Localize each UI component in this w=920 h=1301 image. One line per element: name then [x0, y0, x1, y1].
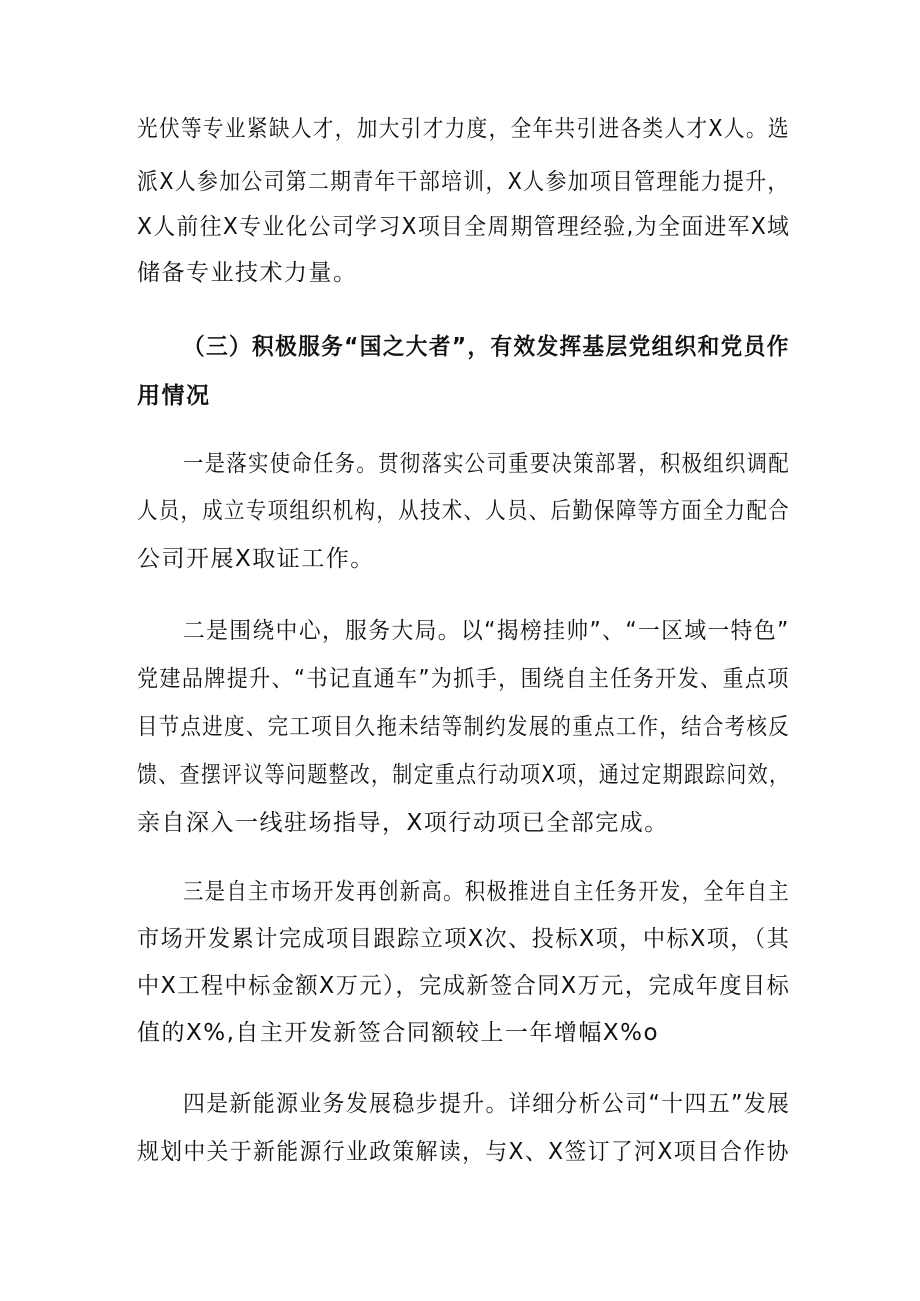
- text-line: 三是自主市场开发再创新高。积极推进自主任务开发，全年自主: [183, 879, 790, 905]
- text-line: 四是新能源业务发展稳步提升。详细分析公司“十四五”发展: [183, 1091, 791, 1117]
- text-line: 光伏等专业紧缺人才，加大引才力度，全年共引进各类人才X人。选: [137, 116, 790, 142]
- heading-line: （三）积极服务“国之大者”，有效发挥基层党组织和党员作: [183, 334, 790, 360]
- text-line: 馈、查摆评议等问题整改，制定重点行动项X项，通过定期跟踪问效，: [137, 762, 791, 788]
- text-line: 市场开发累计完成项目跟踪立项X次、投标X项，中标X项，（其: [137, 926, 791, 952]
- text-line: 一是落实使命任务。贯彻落实公司重要决策部署，积极组织调配: [183, 451, 790, 477]
- text-line: 中X工程中标金额X万元），完成新签合同X万元，完成年度目标: [137, 973, 791, 999]
- text-line: 目节点进度、完工项目久拖未结等制约发展的重点工作，结合考核反: [137, 714, 790, 740]
- text-line: 公司开展X取证工作。: [137, 546, 375, 572]
- text-line: 储备专业技术力量。: [137, 260, 358, 286]
- text-line: 规划中关于新能源行业政策解读，与X、X签订了河X项目合作协: [137, 1139, 790, 1165]
- text-line: 值的X%,自主开发新签合同额较上一年增幅X%o: [137, 1020, 660, 1046]
- text-line: 二是围绕中心，服务大局。以“揭榜挂帅”、“一区域一特色”: [183, 618, 790, 644]
- text-line: 派X人参加公司第二期青年干部培训，X人参加项目管理能力提升，: [137, 169, 790, 195]
- heading-line: 用情况: [137, 383, 211, 409]
- text-line: 亲自深入一线驻场指导，X项行动项已全部完成。: [137, 810, 669, 836]
- text-line: 人员，成立专项组织机构，从技术、人员、后勤保障等方面全力配合: [137, 498, 790, 524]
- text-line: 党建品牌提升、“书记直通车”为抓手，围绕自主任务开发、重点项: [137, 666, 790, 692]
- text-line: X人前往X专业化公司学习X项目全周期管理经验,为全面进军X域: [137, 214, 791, 240]
